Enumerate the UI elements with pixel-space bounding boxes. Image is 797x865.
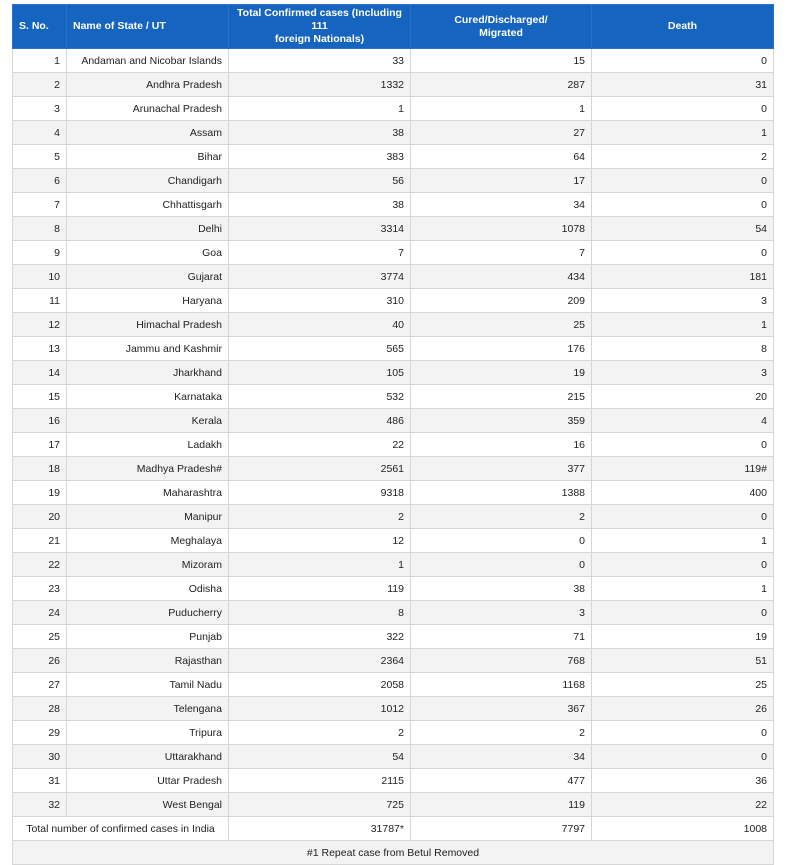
- table-row: [13, 481, 774, 505]
- cell-sno: 29: [13, 721, 67, 745]
- cell-cured: 287: [411, 73, 592, 97]
- cell-state: Goa: [67, 241, 229, 265]
- cell-death: 4: [592, 409, 774, 433]
- cell-sno: 27: [13, 673, 67, 697]
- table-row: [13, 625, 774, 649]
- cell-cured: 16: [411, 433, 592, 457]
- cell-cured: 477: [411, 769, 592, 793]
- cell-cured: 64: [411, 145, 592, 169]
- table-row: [13, 769, 774, 793]
- cell-confirmed: 310: [229, 289, 411, 313]
- cell-confirmed: 12: [229, 529, 411, 553]
- covid-state-table: [12, 4, 774, 865]
- cell-state: Tamil Nadu: [67, 673, 229, 697]
- cell-confirmed: 383: [229, 145, 411, 169]
- cell-state: Mizoram: [67, 553, 229, 577]
- cell-death: 0: [592, 193, 774, 217]
- cell-cured: 34: [411, 745, 592, 769]
- cell-state: Uttar Pradesh: [67, 769, 229, 793]
- header-cured-line1: Cured/Discharged/: [454, 13, 548, 26]
- cell-confirmed: 33: [229, 49, 411, 73]
- cell-cured: 71: [411, 625, 592, 649]
- cell-state: Andaman and Nicobar Islands: [67, 49, 229, 73]
- cell-state: Andhra Pradesh: [67, 73, 229, 97]
- cell-sno: 2: [13, 73, 67, 97]
- cell-confirmed: 38: [229, 193, 411, 217]
- table-row: [13, 193, 774, 217]
- cell-confirmed: 105: [229, 361, 411, 385]
- cell-sno: 8: [13, 217, 67, 241]
- cell-state: Assam: [67, 121, 229, 145]
- header-sno: S. No.: [13, 5, 67, 49]
- cell-death: 36: [592, 769, 774, 793]
- table-row: [13, 145, 774, 169]
- cell-death: 1: [592, 313, 774, 337]
- cell-state: Himachal Pradesh: [67, 313, 229, 337]
- cell-cured: 768: [411, 649, 592, 673]
- cell-cured: 15: [411, 49, 592, 73]
- cell-sno: 14: [13, 361, 67, 385]
- cell-confirmed: 56: [229, 169, 411, 193]
- cell-confirmed: 1: [229, 553, 411, 577]
- header-confirmed-line1: Total Confirmed cases (Including 111: [237, 7, 402, 32]
- cell-confirmed: 2: [229, 505, 411, 529]
- cell-death: 0: [592, 169, 774, 193]
- cell-sno: 5: [13, 145, 67, 169]
- cell-confirmed: 3314: [229, 217, 411, 241]
- cell-cured: 215: [411, 385, 592, 409]
- table-row: [13, 529, 774, 553]
- cell-cured: 1388: [411, 481, 592, 505]
- cell-confirmed: 1: [229, 97, 411, 121]
- cell-state: Chandigarh: [67, 169, 229, 193]
- cell-death: 0: [592, 601, 774, 625]
- cell-confirmed: 2058: [229, 673, 411, 697]
- cell-cured: 27: [411, 121, 592, 145]
- cell-sno: 31: [13, 769, 67, 793]
- cell-death: 400: [592, 481, 774, 505]
- cell-sno: 20: [13, 505, 67, 529]
- header-cured-line2: Migrated: [479, 26, 523, 39]
- cell-death: 22: [592, 793, 774, 817]
- cell-confirmed: 2561: [229, 457, 411, 481]
- cell-death: 1: [592, 577, 774, 601]
- table-row: [13, 457, 774, 481]
- cell-cured: 2: [411, 505, 592, 529]
- table-row: [13, 553, 774, 577]
- table-row: [13, 169, 774, 193]
- cell-confirmed: 40: [229, 313, 411, 337]
- cell-cured: 434: [411, 265, 592, 289]
- cell-cured: 377: [411, 457, 592, 481]
- cell-death: 181: [592, 265, 774, 289]
- cell-state: Jammu and Kashmir: [67, 337, 229, 361]
- table-row: [13, 313, 774, 337]
- cell-cured: 0: [411, 553, 592, 577]
- table-row: [13, 217, 774, 241]
- cell-state: Rajasthan: [67, 649, 229, 673]
- cell-sno: 17: [13, 433, 67, 457]
- cell-confirmed: 2364: [229, 649, 411, 673]
- cell-sno: 7: [13, 193, 67, 217]
- cell-cured: 38: [411, 577, 592, 601]
- cell-confirmed: 119: [229, 577, 411, 601]
- cell-death: 0: [592, 49, 774, 73]
- cell-state: Madhya Pradesh#: [67, 457, 229, 481]
- cell-death: 0: [592, 553, 774, 577]
- cell-sno: 10: [13, 265, 67, 289]
- cell-cured: 19: [411, 361, 592, 385]
- cell-state: Odisha: [67, 577, 229, 601]
- cell-confirmed: 486: [229, 409, 411, 433]
- cell-sno: 19: [13, 481, 67, 505]
- cell-sno: 18: [13, 457, 67, 481]
- table-row: [13, 49, 774, 73]
- cell-state: Chhattisgarh: [67, 193, 229, 217]
- cell-state: Gujarat: [67, 265, 229, 289]
- table-row: [13, 337, 774, 361]
- cell-confirmed: 22: [229, 433, 411, 457]
- cell-death: 2: [592, 145, 774, 169]
- cell-confirmed: 9318: [229, 481, 411, 505]
- table-row: [13, 505, 774, 529]
- cell-death: 0: [592, 97, 774, 121]
- table-row: [13, 121, 774, 145]
- cell-confirmed: 7: [229, 241, 411, 265]
- total-cured: 7797: [411, 817, 592, 841]
- table-row: [13, 241, 774, 265]
- cell-death: 0: [592, 433, 774, 457]
- cell-sno: 1: [13, 49, 67, 73]
- cell-cured: 7: [411, 241, 592, 265]
- cell-death: 31: [592, 73, 774, 97]
- cell-state: Telengana: [67, 697, 229, 721]
- cell-death: 1: [592, 121, 774, 145]
- cell-death: 51: [592, 649, 774, 673]
- cell-death: 0: [592, 241, 774, 265]
- cell-sno: 16: [13, 409, 67, 433]
- cell-cured: 359: [411, 409, 592, 433]
- cell-cured: 17: [411, 169, 592, 193]
- cell-cured: 34: [411, 193, 592, 217]
- cell-death: 3: [592, 361, 774, 385]
- cell-sno: 24: [13, 601, 67, 625]
- cell-death: 19: [592, 625, 774, 649]
- note-row: [13, 841, 774, 865]
- cell-confirmed: 1012: [229, 697, 411, 721]
- cell-state: West Bengal: [67, 793, 229, 817]
- cell-sno: 4: [13, 121, 67, 145]
- table-row: [13, 577, 774, 601]
- cell-confirmed: 2: [229, 721, 411, 745]
- cell-confirmed: 725: [229, 793, 411, 817]
- cell-death: 3: [592, 289, 774, 313]
- table-row: [13, 673, 774, 697]
- cell-sno: 23: [13, 577, 67, 601]
- cell-confirmed: 532: [229, 385, 411, 409]
- cell-state: Jharkhand: [67, 361, 229, 385]
- cell-sno: 22: [13, 553, 67, 577]
- cell-death: 0: [592, 745, 774, 769]
- cell-death: 26: [592, 697, 774, 721]
- cell-sno: 26: [13, 649, 67, 673]
- cell-sno: 6: [13, 169, 67, 193]
- table-row: [13, 289, 774, 313]
- cell-state: Manipur: [67, 505, 229, 529]
- table-row: [13, 409, 774, 433]
- cell-sno: 11: [13, 289, 67, 313]
- cell-cured: 1078: [411, 217, 592, 241]
- cell-cured: 176: [411, 337, 592, 361]
- table-row: [13, 385, 774, 409]
- cell-state: Haryana: [67, 289, 229, 313]
- table-row: [13, 97, 774, 121]
- cell-sno: 28: [13, 697, 67, 721]
- cell-confirmed: 3774: [229, 265, 411, 289]
- cell-cured: 119: [411, 793, 592, 817]
- cell-death: 8: [592, 337, 774, 361]
- header-state: Name of State / UT: [67, 5, 229, 49]
- cell-sno: 15: [13, 385, 67, 409]
- cell-state: Punjab: [67, 625, 229, 649]
- cell-cured: 1: [411, 97, 592, 121]
- total-death: 1008: [592, 817, 774, 841]
- cell-sno: 21: [13, 529, 67, 553]
- cell-state: Maharashtra: [67, 481, 229, 505]
- cell-state: Arunachal Pradesh: [67, 97, 229, 121]
- header-cured: [411, 5, 592, 49]
- cell-state: Kerala: [67, 409, 229, 433]
- cell-death: 20: [592, 385, 774, 409]
- cell-cured: 1168: [411, 673, 592, 697]
- total-confirmed: 31787*: [229, 817, 411, 841]
- cell-cured: 2: [411, 721, 592, 745]
- cell-death: 25: [592, 673, 774, 697]
- cell-cured: 25: [411, 313, 592, 337]
- cell-death: 119#: [592, 457, 774, 481]
- footnote: #1 Repeat case from Betul Removed: [13, 841, 774, 865]
- cell-confirmed: 8: [229, 601, 411, 625]
- cell-state: Uttarakhand: [67, 745, 229, 769]
- table-row: [13, 721, 774, 745]
- cell-cured: 0: [411, 529, 592, 553]
- cell-cured: 3: [411, 601, 592, 625]
- table-row: [13, 745, 774, 769]
- cell-confirmed: 322: [229, 625, 411, 649]
- cell-state: Karnataka: [67, 385, 229, 409]
- cell-death: 0: [592, 505, 774, 529]
- table-row: [13, 361, 774, 385]
- header-confirmed: [229, 5, 411, 49]
- cell-sno: 13: [13, 337, 67, 361]
- total-row: [13, 817, 774, 841]
- cell-cured: 367: [411, 697, 592, 721]
- cell-state: Ladakh: [67, 433, 229, 457]
- table-row: [13, 73, 774, 97]
- table-row: [13, 601, 774, 625]
- cell-sno: 9: [13, 241, 67, 265]
- cell-confirmed: 1332: [229, 73, 411, 97]
- table-row: [13, 697, 774, 721]
- cell-state: Tripura: [67, 721, 229, 745]
- table-row: [13, 793, 774, 817]
- cell-confirmed: 565: [229, 337, 411, 361]
- table-row: [13, 649, 774, 673]
- cell-sno: 25: [13, 625, 67, 649]
- cell-death: 54: [592, 217, 774, 241]
- covid-state-table-container: [12, 4, 773, 865]
- header-death: Death: [592, 5, 774, 49]
- cell-state: Bihar: [67, 145, 229, 169]
- cell-state: Delhi: [67, 217, 229, 241]
- cell-cured: 209: [411, 289, 592, 313]
- table-row: [13, 433, 774, 457]
- total-label: Total number of confirmed cases in India: [13, 817, 229, 841]
- cell-state: Puducherry: [67, 601, 229, 625]
- cell-death: 0: [592, 721, 774, 745]
- header-confirmed-line2: foreign Nationals): [274, 33, 365, 45]
- cell-sno: 32: [13, 793, 67, 817]
- table-body: [13, 49, 774, 865]
- cell-sno: 30: [13, 745, 67, 769]
- cell-sno: 3: [13, 97, 67, 121]
- cell-confirmed: 2115: [229, 769, 411, 793]
- cell-death: 1: [592, 529, 774, 553]
- cell-sno: 12: [13, 313, 67, 337]
- table-row: [13, 265, 774, 289]
- cell-state: Meghalaya: [67, 529, 229, 553]
- table-header: [13, 5, 774, 49]
- header-row: [13, 5, 774, 49]
- cell-confirmed: 54: [229, 745, 411, 769]
- cell-confirmed: 38: [229, 121, 411, 145]
